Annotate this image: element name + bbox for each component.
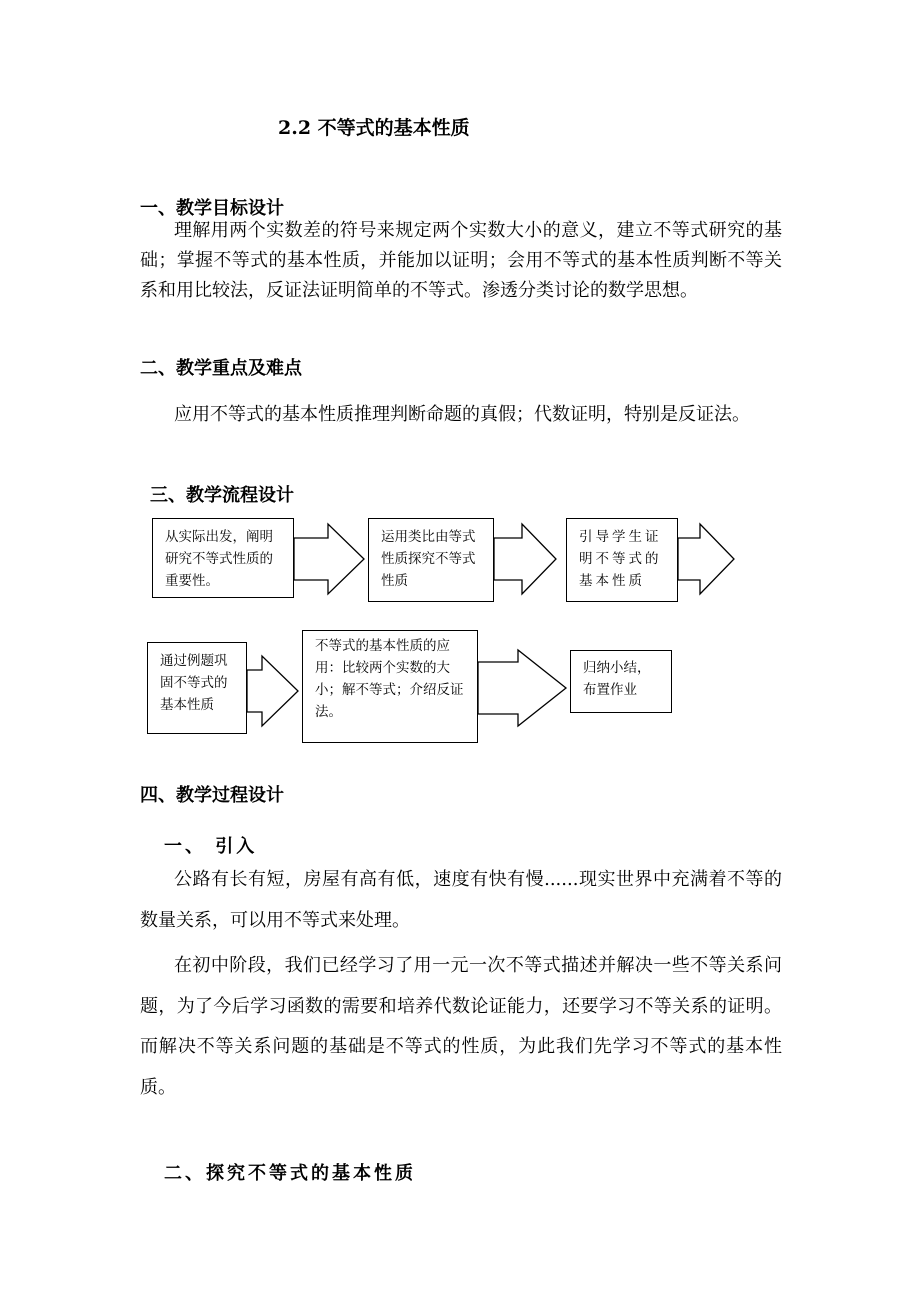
intro-paragraph-2: 在初中阶段，我们已经学习了用一元一次不等式描述并解决一些不等关系问题，为了今后学习函数的需要和培养代数论证能力，还要学习不等关系的证明。而解决不等关系问题的基础是不等式的性质，为此我们先学习不等式的基本性质。 xyxy=(140,955,782,1098)
flow-box-4: 通过例题巩固不等式的基本性质 xyxy=(147,642,247,734)
flow-arrow-4 xyxy=(247,656,298,726)
flow-arrow-5 xyxy=(478,650,566,726)
key-points-paragraph: 应用不等式的基本性质推理判断命题的真假；代数证明，特别是反证法。 xyxy=(174,404,750,425)
flow-box-2: 运用类比由等式性质探究不等式性质 xyxy=(368,518,494,602)
flow-box-5: 不等式的基本性质的应用：比较两个实数的大小；解不等式；介绍反证法。 xyxy=(302,630,478,743)
flow-arrow-2 xyxy=(494,524,556,594)
section-heading-flow: 三、教学流程设计 xyxy=(150,485,294,506)
section-heading-key-points: 二、教学重点及难点 xyxy=(140,358,302,379)
objectives-paragraph: 理解用两个实数差的符号来规定两个实数大小的意义，建立不等式研究的基础；掌握不等式的基本性质，并能加以证明；会用不等式的基本性质判断不等关系和用比较法，反证法证明简单的不等式。渗透分类讨论的数学思想。 xyxy=(140,220,782,301)
intro-paragraph-1: 公路有长有短，房屋有高有低，速度有快有慢......现实世界中充满着不等的数量关系，可以用不等式来处理。 xyxy=(140,869,782,931)
flow-arrow-3 xyxy=(678,524,734,594)
page-title: 2.2 不等式的基本性质 xyxy=(278,117,470,139)
flow-box-3: 引导学生证明不等式的基本性质 xyxy=(566,518,678,602)
flow-box-6: 归纳小结，布置作业 xyxy=(570,650,672,713)
flow-box-1: 从实际出发，阐明研究不等式性质的重要性。 xyxy=(152,518,294,598)
subsection-heading-intro: 一、 引入 xyxy=(164,836,258,857)
flow-arrow-1 xyxy=(294,524,364,594)
section-heading-objectives: 一、教学目标设计 xyxy=(140,198,284,219)
subsection-heading-explore: 二、探究不等式的基本性质 xyxy=(164,1163,416,1184)
section-heading-process: 四、教学过程设计 xyxy=(140,785,284,806)
